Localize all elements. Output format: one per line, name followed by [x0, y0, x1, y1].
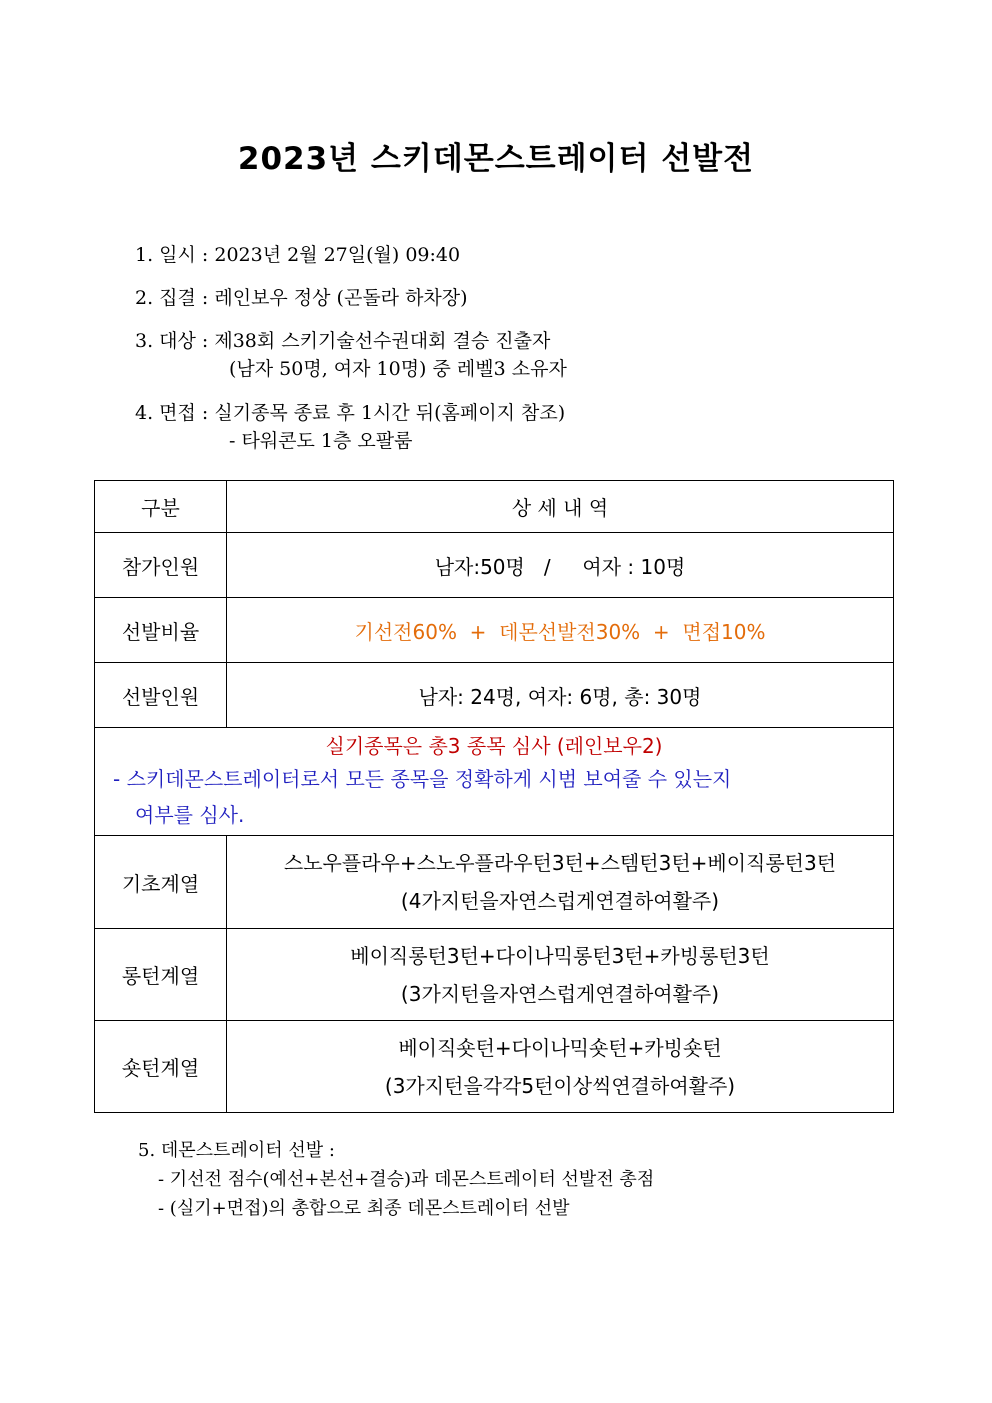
- long-detail: [227, 929, 894, 1021]
- row-long: [95, 929, 894, 1021]
- long-line2: (3가지턴을자연스럽게연결하여활주): [400, 981, 720, 1006]
- header-details: 상 세 내 역: [227, 481, 894, 533]
- note-line2: 여부를 심사.: [135, 802, 245, 827]
- row-short: [95, 1021, 894, 1113]
- selected-label: 선발인원: [95, 663, 227, 728]
- info-interview-line2: - 타워콘도 1층 오팔룸: [229, 430, 413, 452]
- info-interview: [135, 399, 565, 455]
- basic-detail: [227, 836, 894, 929]
- short-line1: 베이직숏턴+다이나믹숏턴+카빙숏턴: [398, 1035, 722, 1060]
- basic-line2: (4가지턴을자연스럽게연결하여활주): [400, 889, 720, 913]
- header-category: 구분: [95, 481, 227, 533]
- row-basic: [95, 836, 894, 929]
- info-interview-line1: 4. 면접 : 실기종목 종료 후 1시간 뒤(홈페이지 참조): [135, 402, 566, 424]
- row-ratio: [95, 598, 894, 663]
- table-header-row: [95, 481, 894, 533]
- note-body: [95, 761, 893, 833]
- row-selected: [95, 663, 894, 728]
- basic-label: 기초계열: [95, 836, 227, 929]
- selection-table: [94, 480, 894, 1113]
- basic-line1: 스노우플라우+스노우플라우턴3턴+스템턴3턴+베이직롱턴3턴: [283, 851, 837, 875]
- note-cell: [95, 728, 894, 836]
- section5-line1: - 기선전 점수(예선+본선+결승)과 데몬스트레이터 선발전 총점: [158, 1169, 655, 1190]
- participants-value: 남자:50명 / 여자 : 10명: [227, 533, 894, 598]
- section5-line2: - (실기+면접)의 총합으로 최종 데몬스트레이터 선발: [158, 1198, 570, 1219]
- selected-value: 남자: 24명, 여자: 6명, 총: 30명: [227, 663, 894, 728]
- note-line1: - 스키데몬스트레이터로서 모든 종목을 정확하게 시범 보여줄 수 있는지: [113, 766, 732, 791]
- info-target-line2: (남자 50명, 여자 10명) 중 레벨3 소유자: [229, 358, 567, 380]
- ratio-label: 선발비율: [95, 598, 227, 663]
- long-line1: 베이직롱턴3턴+다이나믹롱턴3턴+카빙롱턴3턴: [350, 943, 770, 968]
- ratio-value: 기선전60% + 데몬선발전30% + 면접10%: [227, 598, 894, 663]
- section-5: [138, 1136, 654, 1223]
- info-target-line1: 3. 대상 : 제38회 스키기술선수권대회 결승 진출자: [135, 330, 551, 352]
- note-title: 실기종목은 총3 종목 심사 (레인보우2): [325, 733, 663, 758]
- short-label: 숏턴계열: [95, 1021, 227, 1113]
- row-participants: [95, 533, 894, 598]
- info-gathering: 2. 집결 : 레인보우 정상 (곤돌라 하차장): [135, 287, 468, 309]
- page-title: 2023년 스키데몬스트레이터 선발전: [237, 141, 755, 177]
- section5-heading: 5. 데몬스트레이터 선발 :: [138, 1140, 335, 1161]
- row-note: [95, 728, 894, 836]
- short-detail: [227, 1021, 894, 1113]
- long-label: 롱턴계열: [95, 929, 227, 1021]
- info-date: 1. 일시 : 2023년 2월 27일(월) 09:40: [135, 244, 461, 266]
- participants-label: 참가인원: [95, 533, 227, 598]
- info-target: [135, 327, 567, 383]
- short-line2: (3가지턴을각각5턴이상씩연결하여활주): [384, 1073, 736, 1098]
